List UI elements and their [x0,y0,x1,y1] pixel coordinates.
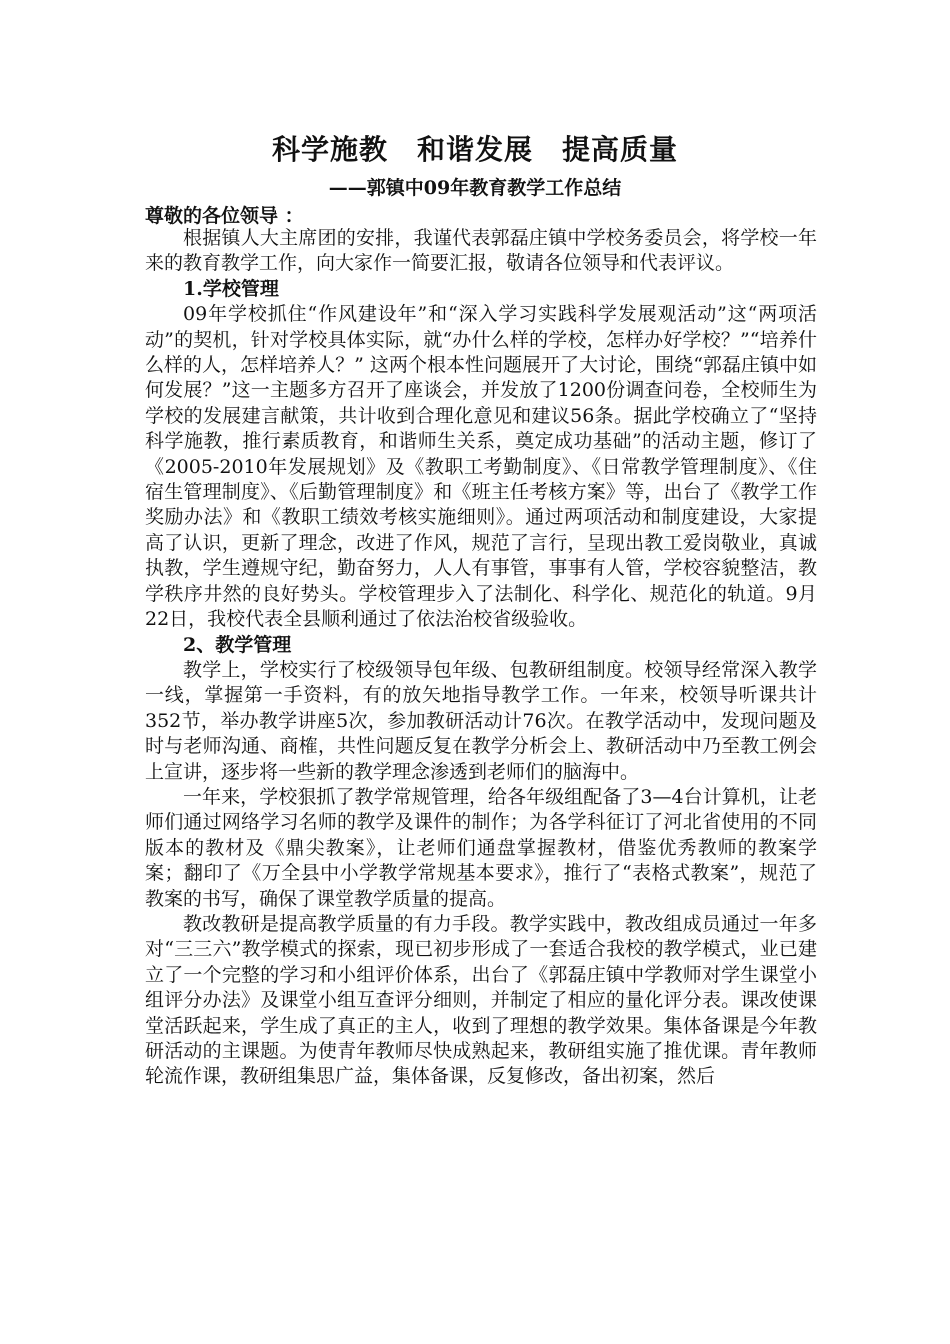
section-heading-school-management: 1.学校管理 [183,277,279,300]
paragraph: 09年学校抓住“作风建设年”和“深入学习实践科学发展观活动”这“两项活动”的契机，针对学校具体实际，就“办什么样的学校，怎样办好学校？”“培养什么样的人，怎样培养人？” 这两个根本性问题展开了大讨论，围绕“郭磊庄镇中如何发展？”这一主题多方召开了座谈会，并发放了1200份调查问卷，全校师生为学校的发展建言献策，共计收到合理化意见和建议56条。据此学校确立了“坚持科学施教，推行素质教育，和谐师生关系，奠定成功基础”的活动主题，修订了《2005-2010年发展规划》及《教职工考勤制度》、《日常教学管理制度》、《住宿生管理制度》、《后勤管理制度》和《班主任考核方案》等，出台了《教学工作奖励办法》和《教职工绩效考核实施细则》。通过两项活动和制度建设，大家提高了认识，更新了理念，改进了作风，规范了言行，呈现出教工爱岗敬业，真诚执教，学生遵规守纪，勤奋努力，人人有事管，事事有人管，学校容貌整洁，教学秩序井然的良好势头。学校管理步入了法制化、科学化、规范化的轨道。9月22日，我校代表全县顺利通过了依法治校省级验收。 [145,303,817,631]
section-heading-teaching-management: 2、教学管理 [183,633,292,656]
paragraph: 教学上，学校实行了校级领导包年级、包教研组制度。校领导经常深入教学一线，掌握第一手资料，有的放矢地指导教学工作。一年来，校领导听课共计352节，举办教学讲座5次，参加教研活动计76次。在教学活动中，发现问题及时与老师沟通、商榷，共性问题反复在教学分析会上、教研活动中乃至教工例会上宣讲，逐步将一些新的教学理念渗透到老师们的脑海中。 [145,658,817,783]
document-body [145,226,817,1090]
paragraph: 一年来，学校狠抓了教学常规管理，给各年级组配备了3—4台计算机，让老师们通过网络学习名师的教学及课件的制作；为各学科征订了河北省使用的不同版本的教材及《鼎尖教案》，让老师们通盘掌握教材，借鉴优秀教师的教案学案；翻印了《万全县中小学教学常规基本要求》，推行了“表格式教案”，规范了教案的书写，确保了课堂教学质量的提高。 [145,785,817,910]
paragraph: 教改教研是提高教学质量的有力手段。教学实践中，教改组成员通过一年多对“三三六”教学模式的探索，现已初步形成了一套适合我校的教学模式，业已建立了一个完整的学习和小组评价体系，出台了《郭磊庄镇中学教师对学生课堂小组评分办法》及课堂小组互查评分细则，并制定了相应的量化评分表。课改使课堂活跃起来，学生成了真正的主人，收到了理想的教学效果。集体备课是今年教研活动的主课题。为使青年教师尽快成熟起来，教研组实施了推优课。青年教师轮流作课，教研组集思广益，集体备课，反复修改，备出初案，然后 [145,912,817,1088]
document-subtitle: ——郭镇中09年教育教学工作总结 [328,177,622,199]
intro-paragraph: 根据镇人大主席团的安排，我谨代表郭磊庄镇中学校务委员会，将学校一年来的教育教学工作，向大家作一简要汇报，敬请各位领导和代表评议。 [145,227,817,275]
document-title: 科学施教 和谐发展 提高质量 [271,133,678,166]
salutation: 尊敬的各位领导 ： [145,205,304,227]
